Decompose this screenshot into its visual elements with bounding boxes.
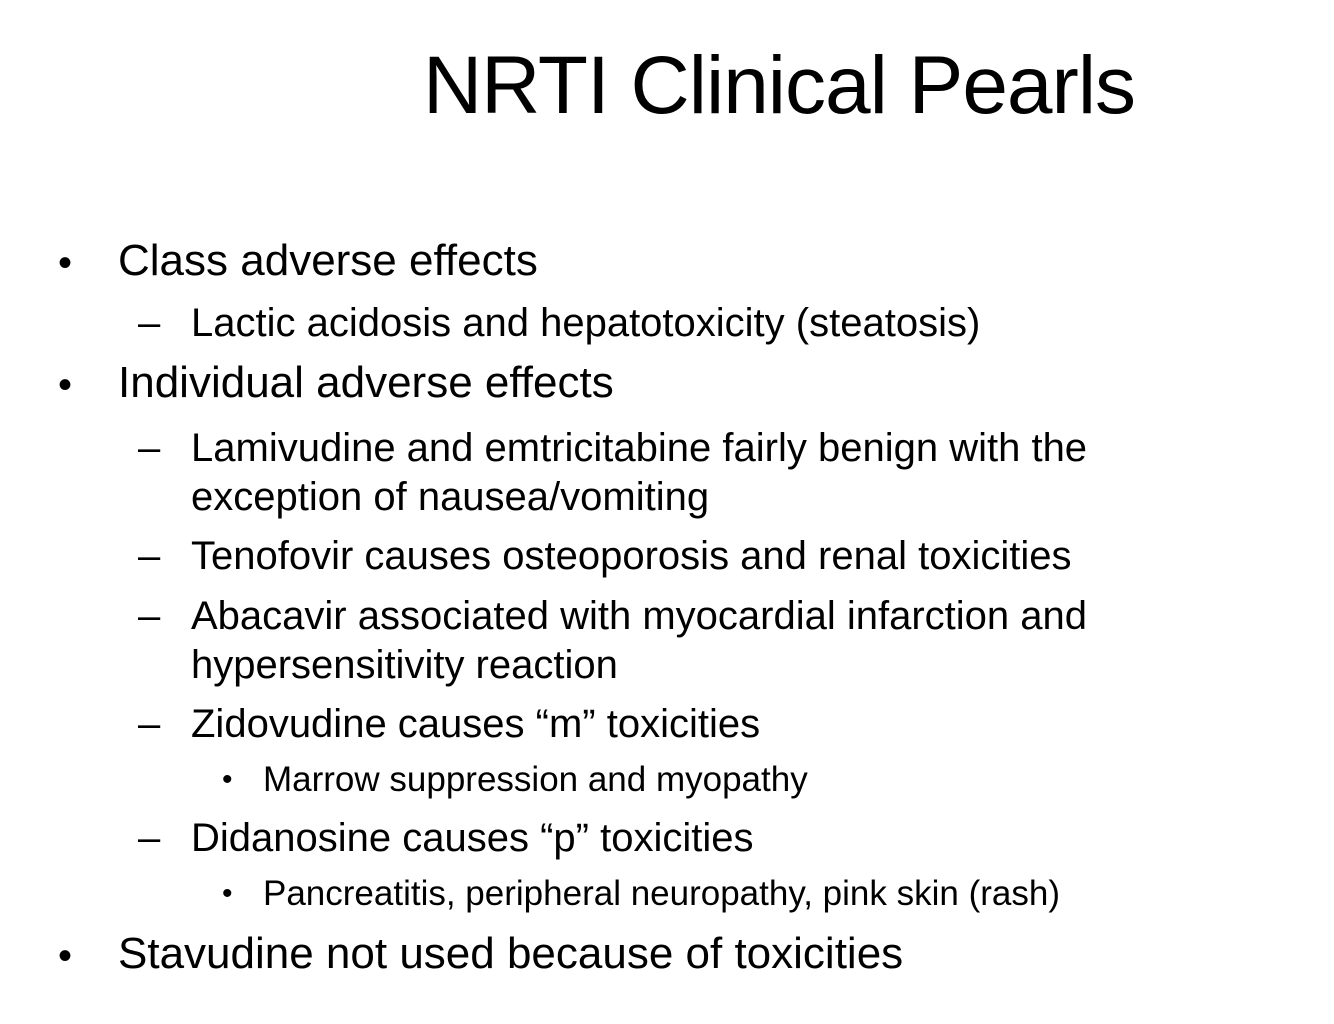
- sub-sub-bullet-pancreatitis: Pancreatitis, peripheral neuropathy, pink skin (rash): [263, 874, 1060, 913]
- sub-sub-bullet-marrow: Marrow suppression and myopathy: [263, 760, 808, 799]
- bullet-stavudine: Stavudine not used because of toxicities: [118, 929, 904, 978]
- dash-marker: –: [138, 426, 161, 470]
- bullet-marker: •: [58, 363, 73, 407]
- dash-marker: –: [138, 301, 161, 345]
- sub-bullet-abacavir-line1: Abacavir associated with myocardial infarction and: [191, 594, 1087, 638]
- bullet-marker: •: [58, 241, 73, 285]
- sub-bullet-zidovudine: Zidovudine causes “m” toxicities: [191, 702, 761, 746]
- dash-marker: –: [138, 702, 161, 746]
- sub-bullet-lamivudine-line2: exception of nausea/vomiting: [191, 475, 710, 519]
- sub-bullet-tenofovir: Tenofovir causes osteoporosis and renal toxicities: [191, 534, 1072, 578]
- sub-bullet-lactic-acidosis: Lactic acidosis and hepatotoxicity (steatosis): [191, 301, 981, 345]
- dash-marker: –: [138, 534, 161, 578]
- sub-bullet-lamivudine-line1: Lamivudine and emtricitabine fairly benign with the: [191, 426, 1088, 470]
- bullet-individual-adverse-effects: Individual adverse effects: [118, 358, 614, 407]
- bullet-marker: •: [222, 763, 233, 796]
- dash-marker: –: [138, 816, 161, 860]
- sub-bullet-abacavir-line2: hypersensitivity reaction: [191, 643, 618, 687]
- bullet-marker: •: [222, 877, 233, 910]
- bullet-marker: •: [58, 934, 73, 978]
- bullet-class-adverse-effects: Class adverse effects: [118, 236, 538, 285]
- slide-title: NRTI Clinical Pearls: [422, 40, 1136, 131]
- dash-marker: –: [138, 594, 161, 638]
- sub-bullet-didanosine: Didanosine causes “p” toxicities: [191, 816, 754, 860]
